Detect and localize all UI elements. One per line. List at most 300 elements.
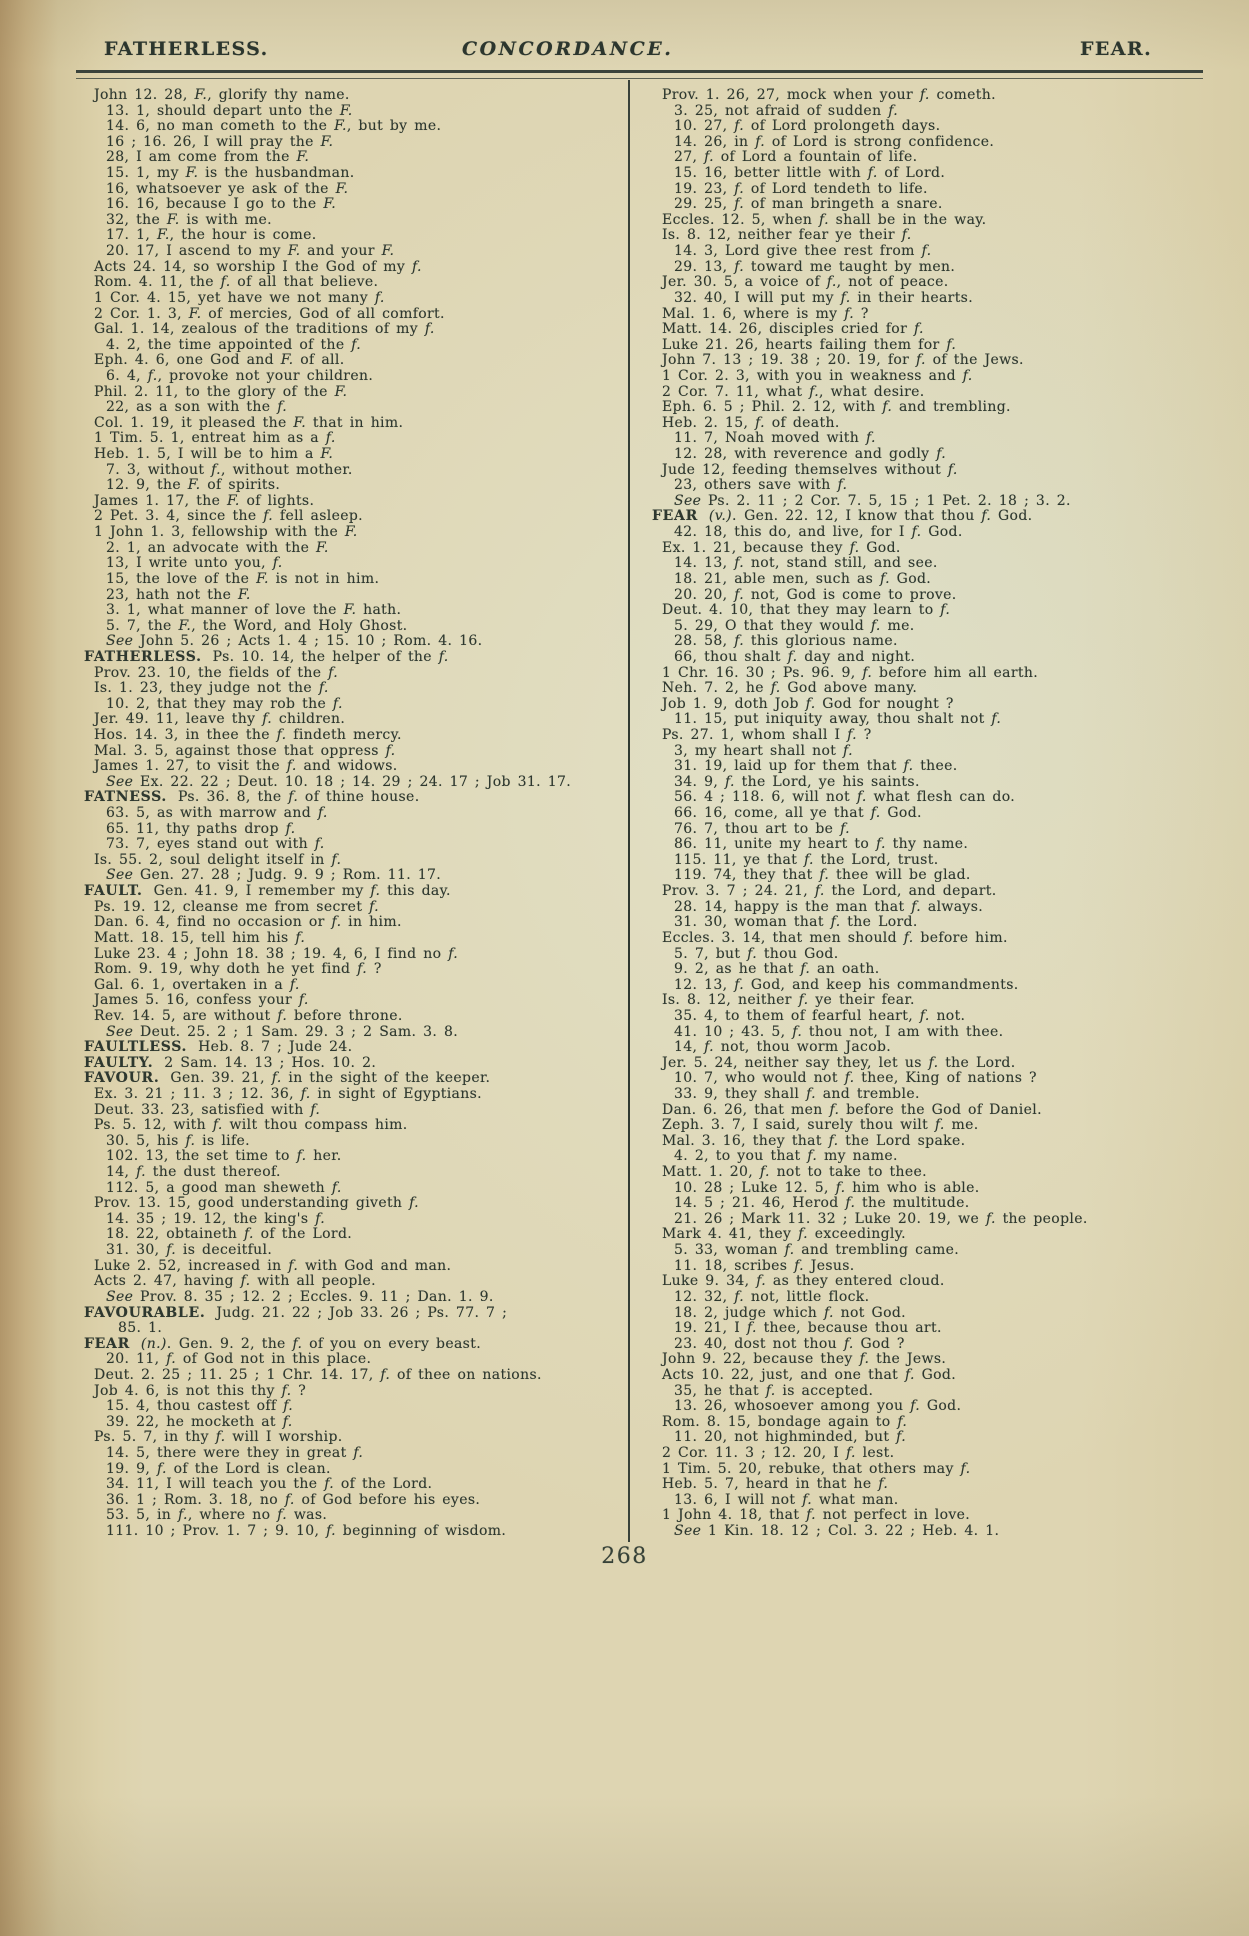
entry-line xyxy=(84,1415,632,1431)
entry-line xyxy=(84,759,632,775)
entry-line xyxy=(652,1071,1227,1087)
entry-line xyxy=(652,1321,1227,1337)
entry-text: 1 Tim. 5. 1, entreat him as a f. xyxy=(94,430,336,447)
entry-text: 20. 17, I ascend to my F. and your F. xyxy=(106,243,395,260)
entry-text: See 1 Kin. 18. 12 ; Col. 3. 22 ; Heb. 4. 1. xyxy=(674,1523,1000,1540)
entry-line xyxy=(652,1274,1227,1290)
entry-line xyxy=(652,775,1227,791)
entry-line xyxy=(652,1025,1227,1041)
entry-line xyxy=(652,197,1227,213)
entry-line xyxy=(84,150,632,166)
entry-text: 5. 7, but f. thou God. xyxy=(674,945,839,962)
entry-line xyxy=(652,931,1227,947)
entry-text: 14, f. not, thou worm Jacob. xyxy=(674,1039,892,1056)
entry-text: Phil. 2. 11, to the glory of the F. xyxy=(94,383,348,400)
entry-text: James 1. 17, the F. of lights. xyxy=(94,492,315,509)
entry-text: Is. 1. 23, they judge not the f. xyxy=(94,680,329,697)
entry-text: Zeph. 3. 7, I said, surely thou wilt f. me. xyxy=(662,1117,979,1134)
entry-line xyxy=(652,900,1227,916)
entry-text: 112. 5, a good man sheweth f. xyxy=(106,1179,342,1196)
entry-line xyxy=(84,962,632,978)
entry-text: 31. 19, laid up for them that f. thee. xyxy=(674,758,958,775)
header-left-keyword: FATHERLESS. xyxy=(104,38,269,60)
entry-text: 85. 1. xyxy=(118,1320,163,1337)
entry-line xyxy=(652,369,1227,385)
entry-line xyxy=(652,1103,1227,1119)
entry-text: 111. 10 ; Prov. 1. 7 ; 9. 10, f. beginning of wisdom. xyxy=(106,1523,507,1540)
entry-text: 76. 7, thou art to be f. xyxy=(674,820,850,837)
entry-line xyxy=(652,868,1227,884)
entry-text: Col. 1. 19, it pleased the F. that in him. xyxy=(94,414,404,431)
entry-text: Acts 10. 22, just, and one that f. God. xyxy=(662,1366,957,1383)
entry-headword: FAULT. xyxy=(84,883,143,900)
entry-text: Mark 4. 41, they f. exceedingly. xyxy=(662,1226,906,1243)
entry-line xyxy=(652,1368,1227,1384)
entry-line xyxy=(652,1259,1227,1275)
entry-text: Dan. 6. 4, find no occasion or f. in him. xyxy=(94,914,402,931)
entry-text: Mal. 3. 5, against those that oppress f. xyxy=(94,742,396,759)
entry-text: Jude 12, feeding themselves without f. xyxy=(662,461,958,478)
entry-line xyxy=(652,884,1227,900)
entry-text: 1 John 4. 18, that f. not perfect in love. xyxy=(662,1507,971,1524)
entry-line xyxy=(84,1181,632,1197)
entry-line xyxy=(84,322,632,338)
entry-line xyxy=(84,1227,632,1243)
entry-text: Ps. 5. 7, in thy f. will I worship. xyxy=(94,1429,343,1446)
entry-text: Gen. 41. 9, I remember my f. this day. xyxy=(153,883,451,900)
entry-line xyxy=(84,260,632,276)
entry-line xyxy=(84,525,632,541)
entry-line xyxy=(84,822,632,838)
entry-line xyxy=(652,447,1227,463)
entry-text: Ex. 3. 21 ; 11. 3 ; 12. 36, f. in sight of Egyptians. xyxy=(94,1086,482,1102)
entry-text: John 7. 13 ; 19. 38 ; 20. 19, for f. of the Jews. xyxy=(662,352,1024,369)
entry-line xyxy=(652,291,1227,307)
entry-text: Eccles. 12. 5, when f. shall be in the way. xyxy=(662,211,987,228)
entry-line xyxy=(84,697,632,713)
entry-line xyxy=(84,1352,632,1368)
entry-text: Luke 23. 4 ; John 18. 38 ; 19. 4, 6, I find no f. xyxy=(94,945,459,962)
entry-line xyxy=(84,88,632,104)
entry-line xyxy=(84,494,632,510)
entry-line xyxy=(84,853,632,869)
entry-text: 16, whatsoever ye ask of the F. xyxy=(106,180,349,197)
entry-line xyxy=(652,697,1227,713)
entry-text: Mal. 1. 6, where is my f. ? xyxy=(662,305,869,322)
entry-line xyxy=(84,197,632,213)
entry-text: 2 Sam. 14. 13 ; Hos. 10. 2. xyxy=(164,1054,377,1071)
entry-line xyxy=(84,1087,632,1103)
entry-line xyxy=(652,1040,1227,1056)
entry-line xyxy=(652,822,1227,838)
entry-text: 17. 1, F., the hour is come. xyxy=(106,227,317,244)
entry-line xyxy=(652,104,1227,120)
entry-text: Luke 9. 34, f. as they entered cloud. xyxy=(662,1273,945,1290)
entry-text: 5. 33, woman f. and trembling came. xyxy=(674,1242,960,1259)
entry-text: 5. 29, O that they would f. me. xyxy=(674,617,915,634)
entry-line xyxy=(652,1227,1227,1243)
entry-text: 9. 2, as he that f. an oath. xyxy=(674,961,880,978)
entry-line xyxy=(652,993,1227,1009)
entry-headword: FEAR xyxy=(84,1335,130,1352)
page-number: 268 xyxy=(601,1544,648,1569)
entry-line xyxy=(84,541,632,557)
entry-headword: FAULTLESS. xyxy=(84,1039,188,1056)
entry-text: John 9. 22, because they f. the Jews. xyxy=(662,1351,947,1368)
entry-line xyxy=(84,1259,632,1275)
entry-text: 20. 11, f. of God not in this place. xyxy=(106,1351,372,1368)
entry-text: Judg. 21. 22 ; Job 33. 26 ; Ps. 77. 7 ; xyxy=(216,1304,508,1321)
entry-headword: FEAR xyxy=(652,508,698,525)
entry-text: Prov. 1. 26, 27, mock when your f. cometh. xyxy=(662,87,996,103)
entry-line xyxy=(84,1009,632,1025)
entry-line xyxy=(652,1134,1227,1150)
entry-text: 10. 7, who would not f. thee, King of nations ? xyxy=(674,1070,1037,1087)
entry-line xyxy=(84,993,632,1009)
entry-headword-line xyxy=(84,790,632,806)
entry-text: 19. 23, f. of Lord tendeth to life. xyxy=(674,180,928,197)
entry-line xyxy=(652,1181,1227,1197)
entry-line xyxy=(84,353,632,369)
entry-text: 41. 10 ; 43. 5, f. thou not, I am with thee. xyxy=(674,1023,1004,1040)
entry-text: 66. 16, come, all ye that f. God. xyxy=(674,805,922,822)
entry-text: 7. 3, without f., without mother. xyxy=(106,461,353,478)
entry-line xyxy=(84,244,632,260)
entry-text: 16. 16, because I go to the F. xyxy=(106,196,336,213)
entry-text: 2 Pet. 3. 4, since the f. fell asleep. xyxy=(94,508,363,525)
entry-text: 32, the F. is with me. xyxy=(106,211,272,228)
entry-line xyxy=(652,1508,1227,1524)
entry-line xyxy=(84,166,632,182)
entry-text: 10. 27, f. of Lord prolongeth days. xyxy=(674,118,941,135)
entry-line xyxy=(84,307,632,323)
entry-text: Prov. 3. 7 ; 24. 21, f. the Lord, and depart. xyxy=(662,883,997,900)
entry-text: 3. 1, what manner of love the F. hath. xyxy=(106,602,402,619)
entry-line xyxy=(84,104,632,120)
entry-text: 3. 25, not afraid of sudden f. xyxy=(674,102,899,119)
entry-text: Jer. 30. 5, a voice of f., not of peace. xyxy=(662,274,949,291)
entry-text: Jer. 49. 11, leave thy f. children. xyxy=(94,711,346,728)
entry-text: 18. 2, judge which f. not God. xyxy=(674,1304,906,1321)
entry-line xyxy=(652,666,1227,682)
entry-line xyxy=(652,431,1227,447)
entry-text: Gal. 1. 14, zealous of the traditions of my f. xyxy=(94,321,435,338)
entry-line xyxy=(652,837,1227,853)
entry-line xyxy=(84,1477,632,1493)
entry-text: 15. 16, better little with f. of Lord. xyxy=(674,165,946,182)
entry-line xyxy=(84,1430,632,1446)
entry-line xyxy=(84,681,632,697)
entry-text: 42. 18, this do, and live, for I f. God. xyxy=(674,524,963,541)
entry-text: Is. 8. 12, neither f. ye their fear. xyxy=(662,992,915,1009)
entry-headword: FAVOURABLE. xyxy=(84,1304,206,1321)
entry-line xyxy=(652,322,1227,338)
entry-text: 28. 14, happy is the man that f. always. xyxy=(674,898,984,915)
entry-text: Prov. 13. 15, good understanding giveth f. xyxy=(94,1195,419,1212)
entry-text: Gal. 6. 1, overtaken in a f. xyxy=(94,976,300,993)
entry-text: Ps. 10. 14, the helper of the f. xyxy=(212,648,449,665)
entry-text: 12. 9, the F. of spirits. xyxy=(106,477,281,494)
entry-text: Job 1. 9, doth Job f. God for nought ? xyxy=(662,695,954,712)
entry-line xyxy=(652,1212,1227,1228)
entry-text: 33. 9, they shall f. and tremble. xyxy=(674,1086,920,1102)
entry-text: (v.). Gen. 22. 12, I know that thou f. God. xyxy=(708,508,1033,525)
entry-line xyxy=(84,1290,632,1306)
entry-text: Rom. 8. 15, bondage again to f. xyxy=(662,1413,908,1430)
entry-text: 63. 5, as with marrow and f. xyxy=(106,805,328,822)
entry-text: Rom. 4. 11, the f. of all that believe. xyxy=(94,274,379,291)
entry-line xyxy=(652,603,1227,619)
entry-line xyxy=(84,947,632,963)
entry-line xyxy=(84,978,632,994)
entry-text: 53. 5, in f., where no f. was. xyxy=(106,1507,328,1524)
entry-line xyxy=(652,728,1227,744)
entry-text: Eph. 6. 5 ; Phil. 2. 12, with f. and trembling. xyxy=(662,399,1011,416)
entry-line xyxy=(84,588,632,604)
entry-line xyxy=(652,1290,1227,1306)
entry-line xyxy=(84,338,632,354)
entry-text: Ps. 19. 12, cleanse me from secret f. xyxy=(94,898,379,915)
entry-text: Ps. 27. 1, whom shall I f. ? xyxy=(662,726,872,743)
entry-text: 19. 21, I f. thee, because thou art. xyxy=(674,1320,942,1337)
entry-text: 56. 4 ; 118. 6, will not f. what flesh can do. xyxy=(674,789,1016,806)
entry-text: Matt. 18. 15, tell him his f. xyxy=(94,929,306,946)
entry-line xyxy=(84,291,632,307)
entry-line xyxy=(84,1274,632,1290)
entry-line xyxy=(84,1462,632,1478)
text-column-right xyxy=(652,88,1227,1540)
entry-text: 35, he that f. is accepted. xyxy=(674,1382,874,1399)
entry-text: Heb. 5. 7, heard in that he f. xyxy=(662,1476,889,1493)
entry-text: Eccles. 3. 14, that men should f. before him. xyxy=(662,929,1008,946)
entry-text: Deut. 33. 23, satisfied with f. xyxy=(94,1101,321,1118)
entry-text: 14. 35 ; 19. 12, the king's f. xyxy=(106,1210,326,1227)
entry-text: 2 Cor. 7. 11, what f., what desire. xyxy=(662,383,925,400)
entry-line xyxy=(84,385,632,401)
entry-text: Jer. 5. 24, neither say they, let us f. the Lord. xyxy=(662,1054,1016,1071)
entry-headword-line xyxy=(84,650,632,666)
entry-line xyxy=(84,775,632,791)
entry-text: 1 Tim. 5. 20, rebuke, that others may f. xyxy=(662,1460,971,1477)
entry-text: James 1. 27, to visit the f. and widows. xyxy=(94,758,398,775)
entry-text: 5. 7, the F., the Word, and Holy Ghost. xyxy=(106,617,408,634)
entry-headword: FATHERLESS. xyxy=(84,648,202,665)
entry-line xyxy=(84,603,632,619)
entry-text: Heb. 2. 15, f. of death. xyxy=(662,414,840,431)
entry-text: 3, my heart shall not f. xyxy=(674,742,853,759)
entry-text: See John 5. 26 ; Acts 1. 4 ; 15. 10 ; Rom. 4. 16. xyxy=(106,633,483,650)
entry-line xyxy=(652,182,1227,198)
entry-line xyxy=(84,1025,632,1041)
entry-line xyxy=(652,915,1227,931)
entry-text: See Gen. 27. 28 ; Judg. 9. 9 ; Rom. 11. 17. xyxy=(106,867,442,884)
entry-text: See Prov. 8. 35 ; 12. 2 ; Eccles. 9. 11 ; Dan. 1. 9. xyxy=(106,1288,494,1305)
entry-line xyxy=(652,338,1227,354)
header-rule xyxy=(76,70,1203,79)
entry-text: 11. 18, scribes f. Jesus. xyxy=(674,1257,855,1274)
entry-line xyxy=(652,1477,1227,1493)
entry-line xyxy=(652,1056,1227,1072)
entry-text: Ex. 1. 21, because they f. God. xyxy=(662,539,901,556)
entry-line xyxy=(84,1149,632,1165)
entry-line xyxy=(652,88,1227,104)
entry-line xyxy=(652,806,1227,822)
entry-text: 23, hath not the F. xyxy=(106,586,251,603)
entry-text: 28, I am come from the F. xyxy=(106,149,310,166)
entry-line xyxy=(84,900,632,916)
entry-text: 14. 5, there were they in great f. xyxy=(106,1445,364,1462)
entry-line xyxy=(84,556,632,572)
entry-line xyxy=(84,1134,632,1150)
entry-text: 15. 1, my F. is the husbandman. xyxy=(106,165,355,182)
entry-line xyxy=(84,447,632,463)
entry-text: 10. 28 ; Luke 12. 5, f. him who is able. xyxy=(674,1179,980,1196)
entry-text: Gen. 39. 21, f. in the sight of the keeper. xyxy=(170,1070,491,1087)
entry-line xyxy=(84,1321,632,1337)
entry-text: 18. 21, able men, such as f. God. xyxy=(674,570,932,587)
entry-text: Prov. 23. 10, the fields of the f. xyxy=(94,664,338,681)
entry-text: 15. 4, thou castest off f. xyxy=(106,1398,294,1415)
entry-headword-line xyxy=(84,1071,632,1087)
entry-text: 66, thou shalt f. day and night. xyxy=(674,648,916,665)
entry-text: 11. 20, not highminded, but f. xyxy=(674,1429,907,1446)
entry-line xyxy=(84,712,632,728)
entry-text: 16 ; 16. 26, I will pray the F. xyxy=(106,133,334,150)
entry-text: 11. 7, Noah moved with f. xyxy=(674,430,876,447)
entry-text: 29. 13, f. toward me taught by men. xyxy=(674,258,956,275)
entry-line xyxy=(652,228,1227,244)
entry-line xyxy=(84,666,632,682)
entry-text: 36. 1 ; Rom. 3. 18, no f. of God before his eyes. xyxy=(106,1491,481,1508)
entry-line xyxy=(652,1493,1227,1509)
entry-text: Rev. 14. 5, are without f. before throne. xyxy=(94,1007,403,1024)
entry-line xyxy=(84,744,632,760)
entry-line xyxy=(84,1243,632,1259)
entry-text: 65. 11, thy paths drop f. xyxy=(106,820,296,837)
entry-text: 12. 28, with reverence and godly f. xyxy=(674,446,947,463)
entry-text: 34. 11, I will teach you the f. of the Lord. xyxy=(106,1476,433,1493)
entry-text: 14. 3, Lord give thee rest from f. xyxy=(674,243,932,260)
entry-text: 34. 9, f. the Lord, ye his saints. xyxy=(674,773,920,790)
entry-line xyxy=(84,868,632,884)
entry-line xyxy=(84,1399,632,1415)
entry-line xyxy=(652,1087,1227,1103)
entry-text: 32. 40, I will put my f. in their hearts. xyxy=(674,289,974,306)
entry-text: 2 Cor. 11. 3 ; 12. 20, I f. lest. xyxy=(662,1445,895,1462)
entry-line xyxy=(652,166,1227,182)
entry-line xyxy=(652,1352,1227,1368)
entry-text: Heb. 8. 7 ; Jude 24. xyxy=(198,1039,353,1056)
entry-text: Eph. 4. 6, one God and F. of all. xyxy=(94,352,345,369)
entry-line xyxy=(652,962,1227,978)
entry-text: Heb. 1. 5, I will be to him a F. xyxy=(94,446,334,463)
entry-line xyxy=(652,541,1227,557)
entry-headword: FAULTY. xyxy=(84,1054,154,1071)
entry-text: 73. 7, eyes stand out with f. xyxy=(106,836,325,853)
entry-text: Rom. 9. 19, why doth he yet find f. ? xyxy=(94,961,382,978)
entry-text: 21. 26 ; Mark 11. 32 ; Luke 20. 19, we f. the people. xyxy=(674,1210,1088,1227)
entry-line xyxy=(84,228,632,244)
entry-headword: FAVOUR. xyxy=(84,1070,160,1087)
entry-text: 1 Cor. 4. 15, yet have we not many f. xyxy=(94,289,385,306)
entry-line xyxy=(84,837,632,853)
entry-line xyxy=(652,1462,1227,1478)
entry-text: Hos. 14. 3, in thee the f. findeth mercy. xyxy=(94,726,402,743)
entry-headword: FATNESS. xyxy=(84,789,167,806)
entry-line xyxy=(84,182,632,198)
entry-line xyxy=(652,681,1227,697)
entry-text: Mal. 3. 16, they that f. the Lord spake. xyxy=(662,1132,966,1149)
entry-line xyxy=(652,1384,1227,1400)
entry-text: Acts 2. 47, having f. with all people. xyxy=(94,1273,376,1290)
entry-text: 2. 1, an advocate with the F. xyxy=(106,539,329,556)
entry-text: 13, I write unto you, f. xyxy=(106,555,283,572)
entry-text: See Deut. 25. 2 ; 1 Sam. 29. 3 ; 2 Sam. 3. 8. xyxy=(106,1023,459,1040)
entry-line xyxy=(84,1103,632,1119)
entry-line xyxy=(652,790,1227,806)
entry-text: 22, as a son with the f. xyxy=(106,399,288,416)
entry-line xyxy=(652,712,1227,728)
entry-line xyxy=(84,369,632,385)
entry-text: 14. 13, f. not, stand still, and see. xyxy=(674,555,938,572)
entry-text: 19. 9, f. of the Lord is clean. xyxy=(106,1460,331,1477)
entry-line xyxy=(84,728,632,744)
entry-text: 12. 13, f. God, and keep his commandments. xyxy=(674,976,1019,993)
entry-line xyxy=(84,509,632,525)
entry-text: 28. 58, f. this glorious name. xyxy=(674,633,898,650)
running-header xyxy=(0,38,1249,66)
entry-text: 23. 40, dost not thou f. God ? xyxy=(674,1335,905,1352)
entry-text: James 5. 16, confess your f. xyxy=(94,992,309,1009)
entry-line xyxy=(652,1446,1227,1462)
entry-line xyxy=(652,744,1227,760)
entry-text: 2 Cor. 1. 3, F. of mercies, God of all comfort. xyxy=(94,305,445,322)
entry-line xyxy=(652,572,1227,588)
entry-text: Job 4. 6, is not this thy f. ? xyxy=(94,1382,307,1399)
entry-text: 14. 26, in f. of Lord is strong confidence. xyxy=(674,133,995,150)
entry-text: Is. 8. 12, neither fear ye their f. xyxy=(662,227,912,244)
entry-text: Matt. 14. 26, disciples cried for f. xyxy=(662,321,924,338)
entry-text: 13. 6, I will not f. what man. xyxy=(674,1491,899,1508)
entry-line xyxy=(84,119,632,135)
entry-line xyxy=(652,353,1227,369)
entry-line xyxy=(652,416,1227,432)
entry-headword-line xyxy=(84,1056,632,1072)
entry-headword-line xyxy=(84,1337,632,1353)
entry-text: 39. 22, he mocketh at f. xyxy=(106,1413,293,1430)
entry-line xyxy=(652,1337,1227,1353)
entry-line xyxy=(84,431,632,447)
entry-line xyxy=(652,463,1227,479)
entry-text: 20. 20, f. not, God is come to prove. xyxy=(674,586,957,603)
entry-text: 115. 11, ye that f. the Lord, trust. xyxy=(674,851,939,868)
entry-headword-line xyxy=(652,509,1227,525)
entry-text: 14. 6, no man cometh to the F., but by me. xyxy=(106,118,442,135)
entry-headword-line xyxy=(84,884,632,900)
entry-line xyxy=(652,1009,1227,1025)
entry-line xyxy=(84,1196,632,1212)
entry-text: 10. 2, that they may rob the f. xyxy=(106,695,343,712)
entry-line xyxy=(652,1196,1227,1212)
entry-text: 4. 2, the time appointed of the f. xyxy=(106,336,362,353)
entry-line xyxy=(652,619,1227,635)
entry-headword-line xyxy=(84,1040,632,1056)
entry-text: Luke 21. 26, hearts failing them for f. xyxy=(662,336,957,353)
entry-line xyxy=(84,1446,632,1462)
entry-line xyxy=(652,978,1227,994)
entry-line xyxy=(84,463,632,479)
entry-text: 14. 5 ; 21. 46, Herod f. the multitude. xyxy=(674,1195,970,1212)
